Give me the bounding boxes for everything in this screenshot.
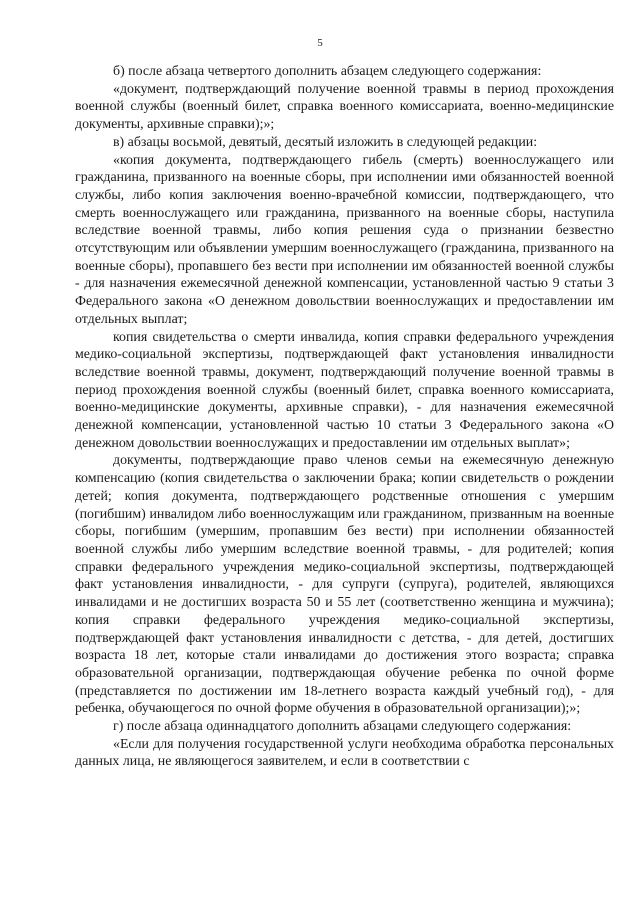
page-number: 5 [317, 37, 323, 49]
paragraph-personal-data: «Если для получения государственной услуги необходима обработка персональных данных лица, не являющегося заявителем, и если в соответствии с [75, 736, 614, 770]
document-body [75, 63, 614, 771]
paragraph-item-b: б) после абзаца четвертого дополнить абзацем следующего содержания: [113, 64, 542, 79]
paragraph-item-v: в) абзацы восьмой, девятый, десятый изложить в следующей редакции: [113, 134, 538, 150]
paragraph-death-certificate-copy: копия свидетельства о смерти инвалида, копия справки федерального учреждения медико-социальной экспертизы, подтверждающей факт установления инвалидности вследствие военной травмы, документ, подтверждающий получение военной травмы в период прохождения военной службы (военный билет, справка военного комиссариата, военно-медицинские документы, архивные справки), - для назначения ежемесячной денежной компенсации, установленной частью 10 статьи 3 Федерального закона «О денежном довольствии военнослужащих и предоставлении им отдельных выплат»; [75, 329, 614, 451]
paragraph-family-documents: документы, подтверждающие право членов семьи на ежемесячную денежную компенсацию (копия свидетельства о заключении брака; копии свидетельств о рождении детей; копия документа, подтверждающего родственные отношения с умершим (погибшим) инвалидом либо военнослужащим или гражданином, призванным на военные сборы, погибшим (умершим, пропавшим без вести) при исполнении обязанностей военной службы либо умершим вследствие военной травмы, - для родителей; копия справки федерального учреждения медико-социальной экспертизы, подтверждающей факт установления инвалидности, - для супруги (супруга), родителей, являющихся инвалидами и не достигших возраста 50 и 55 лет (соответственно женщина и мужчина); копия справки федерального учреждения медико-социальной экспертизы, подтверждающей факт установления инвалидности с детства, - для детей, достигших возраста 18 лет, которые стали инвалидами до достижения этого возраста; справка образовательной организации, подтверждающая обучение ребенка по очной форме (представляется по достижении им 18-летнего возраста каждый учебный год), - для ребенка, обучающегося по очной форме обучения в образовательной организации);»; [75, 453, 614, 717]
paragraph-item-g: г) после абзаца одиннадцатого дополнить абзацами следующего содержания: [113, 719, 572, 735]
paragraph-death-document-copy: «копия документа, подтверждающего гибель (смерть) военнослужащего или гражданина, призванного на военные сборы, при исполнении ими обязанностей военной службы, либо копия заключения военно-врачебной комиссии, подтверждающего, что смерть военнослужащего или гражданина, призванного на военные сборы, наступила вследствие военной травмы, либо копия решения суда о признании безвестно отсутствующим или объявлении умершим военнослужащего (гражданина, призванного на военные сборы), пропавшего без вести при исполнении им обязанностей военной службы - для назначения ежемесячной денежной компенсации, установленной частью 9 статьи 3 Федерального закона «О денежном довольствии военнослужащих и предоставлении им отдельных выплат; [75, 152, 614, 327]
paragraph-military-trauma-document: «документ, подтверждающий получение военной травмы в период прохождения военной службы (военный билет, справка военного комиссариата, военно-медицинские документы, архивные справки);»; [75, 81, 614, 133]
